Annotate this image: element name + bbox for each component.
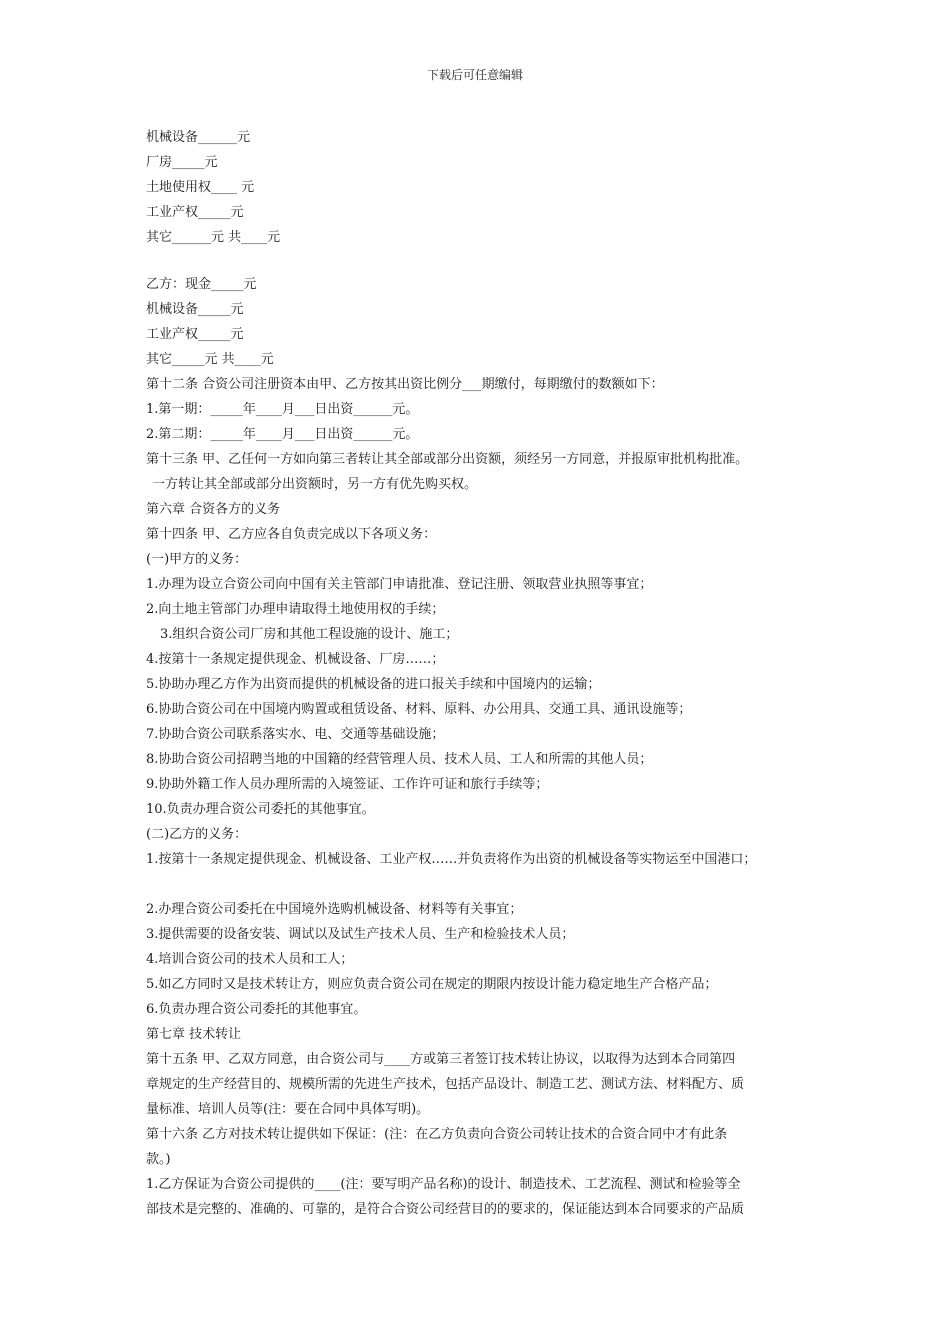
text-line: 款。) [146,1152,171,1167]
article-15: 第十五条 甲、乙双方同意，由合资公司与____方或第三者签订技术转让协议，以取得为达到本合同第四 [146,1052,736,1067]
text-line: 机械设备______元 [146,130,251,145]
list-item: 9.协助外籍工作人员办理所需的入境签证、工作许可证和旅行手续等； [146,777,549,792]
list-item: 2.向土地主管部门办理申请取得土地使用权的手续； [146,602,445,617]
text-line: 机械设备_____元 [146,302,244,317]
chapter-heading: 第七章 技术转让 [146,1027,242,1042]
list-item: 3.提供需要的设备安装、调试以及试生产技术人员、生产和检验技术人员； [146,927,575,942]
text-line: 工业产权_____元 [146,205,244,220]
list-item: 10.负责办理合资公司委托的其他事宜。 [146,802,375,817]
text-line: 土地使用权____ 元 [146,180,255,195]
text-line: 其它_____元 共____元 [146,352,274,367]
list-item: 4.培训合资公司的技术人员和工人； [146,952,354,967]
article-12: 第十二条 合资公司注册资本由甲、乙方按其出资比例分___期缴付，每期缴付的数额如下： [146,377,664,392]
list-item: 7.协助合资公司联系落实水、电、交通等基础设施； [146,727,445,742]
text-line: 2.第二期：_____年____月___日出资______元。 [146,427,419,442]
text-line: 1.第一期：_____年____月___日出资______元。 [146,402,419,417]
list-item: 3.组织合资公司厂房和其他工程设施的设计、施工； [160,627,459,642]
list-item: 6.协助合资公司在中国境内购置或租赁设备、材料、原料、办公用具、交通工具、通讯设施等； [146,702,692,717]
text-line: 厂房_____元 [146,155,218,170]
text-line: 一方转让其全部或部分出资额时，另一方有优先购买权。 [152,477,478,492]
text-line: 量标准、培训人员等(注：要在合同中具体写明)。 [146,1102,430,1117]
text-line: 其它______元 共____元 [146,230,281,245]
article-16: 第十六条 乙方对技术转让提供如下保证：(注：在乙方负责向合资公司转让技术的合资合同中才有此条 [146,1127,728,1142]
text-line: 章规定的生产经营目的、规模所需的先进生产技术，包括产品设计、制造工艺、测试方法、材料配方、质 [146,1077,745,1092]
article-13: 第十三条 甲、乙任何一方如向第三者转让其全部或部分出资额，须经另一方同意，并报原审批机构批准。 [146,452,749,467]
text-line: 部技术是完整的、准确的、可靠的，是符合合资公司经营目的的要求的，保证能达到本合同要求的产品质 [146,1202,745,1217]
subsection-heading: (一)甲方的义务： [146,552,248,567]
spacer [146,872,826,897]
list-item: 2.办理合资公司委托在中国境外选购机械设备、材料等有关事宜； [146,902,523,917]
list-item: 1.办理为设立合资公司向中国有关主管部门申请批准、登记注册、领取营业执照等事宜； [146,577,653,592]
document-body [146,125,826,1222]
list-item: 5.如乙方同时又是技术转让方，则应负责合资公司在规定的期限内按设计能力稳定地生产合格产品； [146,977,718,992]
spacer [146,250,826,272]
list-item: 5.协助办理乙方作为出资而提供的机械设备的进口报关手续和中国境内的运输； [146,677,601,692]
text-line: 乙方：现金_____元 [146,277,257,292]
text-line: 工业产权_____元 [146,327,244,342]
list-item: 1.乙方保证为合资公司提供的____(注：要写明产品名称)的设计、制造技术、工艺流程、测试和检验等全 [146,1177,741,1192]
list-item: 6.负责办理合资公司委托的其他事宜。 [146,1002,367,1017]
page-header: 下载后可任意编辑 [426,68,523,82]
list-item: 1.按第十一条规定提供现金、机械设备、工业产权……并负责将作为出资的机械设备等实物运至中国港口； [146,852,757,867]
list-item: 4.按第十一条规定提供现金、机械设备、厂房……； [146,652,445,667]
list-item: 8.协助合资公司招聘当地的中国籍的经营管理人员、技术人员、工人和所需的其他人员； [146,752,653,767]
article-14: 第十四条 甲、乙方应各自负责完成以下各项义务： [146,527,437,542]
chapter-heading: 第六章 合资各方的义务 [146,502,281,517]
subsection-heading: (二)乙方的义务： [146,827,248,842]
